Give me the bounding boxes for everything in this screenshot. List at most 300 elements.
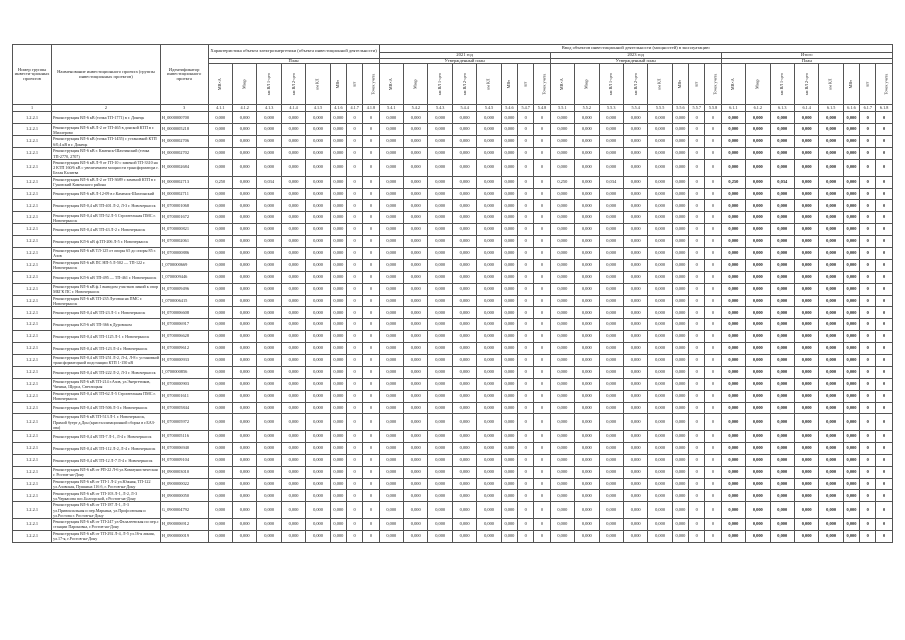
value-cell: 0,000 <box>281 247 305 259</box>
value-cell: 0,000 <box>501 112 517 124</box>
value-cell: 0,000 <box>379 502 403 519</box>
value-cell: 0,000 <box>575 200 599 212</box>
value-cell: 0 <box>347 518 363 530</box>
value-cell: 0,000 <box>477 112 501 124</box>
value-cell: 0,000 <box>281 148 305 160</box>
value-cell: 0,000 <box>257 331 281 343</box>
subheader-total-0 <box>721 64 745 105</box>
value-cell: 0,000 <box>672 478 688 490</box>
value-cell: 0,000 <box>281 454 305 466</box>
project-id: H_0700000821 <box>160 224 208 236</box>
value-cell: 0,000 <box>550 331 574 343</box>
value-cell: 0,000 <box>746 366 770 378</box>
column-number: 5.5.7 <box>689 105 705 112</box>
value-cell: 0,000 <box>232 236 256 248</box>
value-cell: 0,000 <box>428 331 452 343</box>
value-cell: 0,000 <box>746 490 770 502</box>
value-cell: 0,000 <box>404 247 428 259</box>
column-number: 5.5.8 <box>705 105 721 112</box>
value-cell: 0,000 <box>428 431 452 443</box>
project-id: H_0000002706 <box>160 136 208 148</box>
value-cell: 0,000 <box>575 319 599 331</box>
value-cell: 0,000 <box>746 343 770 355</box>
value-cell: 0,000 <box>843 319 859 331</box>
value-cell: 0 <box>518 390 534 402</box>
value-cell: 0,000 <box>843 518 859 530</box>
value-cell: 0,000 <box>575 518 599 530</box>
value-cell: 0,000 <box>428 307 452 319</box>
value-cell: 0 <box>876 224 892 236</box>
value-cell: 0,000 <box>452 136 476 148</box>
value-cell: 0,000 <box>575 307 599 319</box>
value-cell: 0,000 <box>452 331 476 343</box>
value-cell: 0 <box>860 259 876 271</box>
value-cell: 0 <box>689 390 705 402</box>
value-cell: 0,000 <box>550 259 574 271</box>
value-cell: 0,000 <box>330 478 346 490</box>
value-cell: 0,000 <box>330 200 346 212</box>
value-cell: 0,000 <box>428 414 452 431</box>
value-cell: 0,000 <box>794 176 818 188</box>
value-cell: 0,000 <box>599 442 623 454</box>
value-cell: 0,000 <box>306 176 330 188</box>
subheader-y2021-3 <box>452 64 476 105</box>
value-cell: 0,000 <box>404 176 428 188</box>
value-cell: 0,000 <box>550 442 574 454</box>
value-cell: 0,000 <box>428 236 452 248</box>
value-cell: 0,000 <box>721 212 745 224</box>
value-cell: 0 <box>518 136 534 148</box>
value-cell: 0 <box>347 466 363 478</box>
value-cell: 0,000 <box>330 295 346 307</box>
value-cell: 0,000 <box>672 247 688 259</box>
value-cell: 0,000 <box>575 224 599 236</box>
column-number: 6.1.3 <box>770 105 794 112</box>
value-cell: 0,000 <box>746 518 770 530</box>
value-cell: 0 <box>363 414 379 431</box>
project-name: Реконструкция ВЛ-0,4 кВ ТП-506 Л-3 г. Новочеркасск <box>52 402 161 414</box>
value-cell: 0,000 <box>477 478 501 490</box>
value-cell: 0,000 <box>452 431 476 443</box>
value-cell: 0,000 <box>306 319 330 331</box>
value-cell: 0,000 <box>648 319 672 331</box>
value-cell: 0,000 <box>623 442 647 454</box>
value-cell: 0 <box>860 247 876 259</box>
value-cell: 0,000 <box>404 307 428 319</box>
value-cell: 0,000 <box>281 307 305 319</box>
row-number: 1.2.2.1 <box>13 402 52 414</box>
project-name: Реконструкция ВЛ-0,4 кВ ТП-7 Л-1, Л-4 г. Новочеркасск <box>52 431 161 443</box>
value-cell: 0 <box>705 331 721 343</box>
value-cell: 0,000 <box>575 414 599 431</box>
value-cell: 0 <box>689 136 705 148</box>
project-name: Реконструкция КЛ-6 кВ ТП-495 — ТП-461 г. Новочеркасск <box>52 271 161 283</box>
value-cell: 0,000 <box>257 530 281 542</box>
value-cell: 0,000 <box>452 466 476 478</box>
value-cell: 0,000 <box>672 414 688 431</box>
value-cell: 0,000 <box>232 402 256 414</box>
value-cell: 0,000 <box>746 160 770 177</box>
table-row <box>13 502 893 519</box>
value-cell: 0,000 <box>746 200 770 212</box>
value-cell: 0,000 <box>232 518 256 530</box>
value-cell: 0,000 <box>648 490 672 502</box>
total-header: Итого <box>721 52 892 58</box>
value-cell: 0 <box>689 478 705 490</box>
value-cell: 0,000 <box>599 366 623 378</box>
value-cell: 0,000 <box>672 124 688 136</box>
value-cell: 0 <box>705 259 721 271</box>
value-cell: 0,000 <box>770 518 794 530</box>
value-cell: 0,000 <box>404 124 428 136</box>
value-cell: 0,000 <box>794 259 818 271</box>
value-cell: 0,000 <box>746 414 770 431</box>
subheader-y2023-2 <box>599 64 623 105</box>
value-cell: 0,000 <box>794 124 818 136</box>
value-cell: 0,000 <box>452 124 476 136</box>
value-cell: 0 <box>363 188 379 200</box>
value-cell: 0 <box>689 414 705 431</box>
value-cell: 0,000 <box>843 160 859 177</box>
value-cell: 0,000 <box>648 148 672 160</box>
value-cell: 0,000 <box>550 502 574 519</box>
value-cell: 0,000 <box>452 490 476 502</box>
value-cell: 0,000 <box>232 502 256 519</box>
table-row <box>13 478 893 490</box>
value-cell: 0 <box>876 307 892 319</box>
value-cell: 0 <box>876 160 892 177</box>
subheader-label: Мвар <box>241 79 247 90</box>
value-cell: 0,000 <box>721 366 745 378</box>
subheader-y2023-0 <box>550 64 574 105</box>
value-cell: 0,000 <box>770 212 794 224</box>
value-cell: 0,000 <box>208 343 232 355</box>
value-cell: 0,000 <box>428 402 452 414</box>
value-cell: 0,000 <box>257 518 281 530</box>
subheader-label: км ВЛ 1-цеп <box>608 73 614 96</box>
value-cell: 0,000 <box>428 454 452 466</box>
subheader-y2023-5 <box>672 64 688 105</box>
value-cell: 0,000 <box>599 331 623 343</box>
value-cell: 0 <box>876 200 892 212</box>
row-number: 1.2.2.1 <box>13 160 52 177</box>
value-cell: 0 <box>689 148 705 160</box>
value-cell: 0,000 <box>746 112 770 124</box>
project-name: Реконструкция ВЛ-0,4 кВ ТП-23 Л-1 г. Новочеркасск <box>52 307 161 319</box>
value-cell: 0 <box>347 354 363 366</box>
value-cell: 0,000 <box>232 160 256 177</box>
row-number: 1.2.2.1 <box>13 502 52 519</box>
value-cell: 0,000 <box>428 466 452 478</box>
value-cell: 0,000 <box>623 454 647 466</box>
table-row <box>13 390 893 402</box>
value-cell: 0,000 <box>575 259 599 271</box>
value-cell: 0,000 <box>257 402 281 414</box>
value-cell: 0,000 <box>281 354 305 366</box>
value-cell: 0 <box>689 331 705 343</box>
value-cell: 0 <box>363 236 379 248</box>
value-cell: 0 <box>705 442 721 454</box>
value-cell: 0,000 <box>501 176 517 188</box>
value-cell: 0 <box>689 343 705 355</box>
value-cell: 0 <box>876 136 892 148</box>
value-cell: 0,000 <box>770 188 794 200</box>
value-cell: 0,000 <box>843 466 859 478</box>
value-cell: 0,000 <box>623 160 647 177</box>
value-cell: 0 <box>347 112 363 124</box>
value-cell: 0,000 <box>648 343 672 355</box>
value-cell: 0 <box>363 212 379 224</box>
value-cell: 0,000 <box>770 431 794 443</box>
value-cell: 0,000 <box>281 366 305 378</box>
value-cell: 0 <box>860 343 876 355</box>
value-cell: 0,000 <box>452 366 476 378</box>
value-cell: 0 <box>534 378 550 390</box>
value-cell: 0,000 <box>843 331 859 343</box>
value-cell: 0,000 <box>770 148 794 160</box>
value-cell: 0,000 <box>794 402 818 414</box>
value-cell: 0 <box>860 414 876 431</box>
value-cell: 0,000 <box>599 354 623 366</box>
value-cell: 0,000 <box>404 366 428 378</box>
value-cell: 0,000 <box>550 319 574 331</box>
value-cell: 0,000 <box>232 366 256 378</box>
value-cell: 0,000 <box>770 354 794 366</box>
value-cell: 0,000 <box>379 224 403 236</box>
value-cell: 0 <box>534 466 550 478</box>
value-cell: 0,000 <box>819 442 843 454</box>
value-cell: 0,000 <box>648 378 672 390</box>
value-cell: 0,000 <box>794 518 818 530</box>
value-cell: 0,000 <box>330 124 346 136</box>
value-cell: 0,000 <box>428 176 452 188</box>
value-cell: 0,000 <box>257 236 281 248</box>
value-cell: 0,000 <box>330 247 346 259</box>
row-number: 1.2.2.1 <box>13 283 52 295</box>
value-cell: 0,000 <box>306 124 330 136</box>
value-cell: 0,000 <box>794 307 818 319</box>
value-cell: 0 <box>534 295 550 307</box>
value-cell: 0,000 <box>404 354 428 366</box>
value-cell: 0,000 <box>550 112 574 124</box>
value-cell: 0,000 <box>379 283 403 295</box>
value-cell: 0,000 <box>379 354 403 366</box>
row-number: 1.2.2.1 <box>13 148 52 160</box>
value-cell: 0,000 <box>746 530 770 542</box>
value-cell: 0,000 <box>477 518 501 530</box>
value-cell: 0 <box>860 530 876 542</box>
value-cell: 0 <box>518 283 534 295</box>
value-cell: 0,000 <box>575 331 599 343</box>
value-cell: 0,000 <box>379 442 403 454</box>
value-cell: 0 <box>518 148 534 160</box>
value-cell: 0,000 <box>599 502 623 519</box>
value-cell: 0,000 <box>379 331 403 343</box>
value-cell: 0,000 <box>819 502 843 519</box>
value-cell: 0,000 <box>501 343 517 355</box>
value-cell: 0,000 <box>721 530 745 542</box>
value-cell: 0,000 <box>648 366 672 378</box>
value-cell: 0,000 <box>379 402 403 414</box>
column-number: 4.1.2 <box>232 105 256 112</box>
value-cell: 0 <box>363 200 379 212</box>
project-id: H_0700009496 <box>160 283 208 295</box>
value-cell: 0,000 <box>746 176 770 188</box>
value-cell: 0 <box>347 478 363 490</box>
value-cell: 0,000 <box>306 442 330 454</box>
value-cell: 0,000 <box>257 454 281 466</box>
project-id: H_0700006628 <box>160 331 208 343</box>
value-cell: 0,000 <box>672 259 688 271</box>
value-cell: 0,000 <box>550 530 574 542</box>
value-cell: 0,000 <box>501 136 517 148</box>
value-cell: 0 <box>347 236 363 248</box>
row-number: 1.2.2.1 <box>13 331 52 343</box>
value-cell: 0,000 <box>281 319 305 331</box>
value-cell: 0 <box>518 259 534 271</box>
value-cell: 0 <box>705 378 721 390</box>
value-cell: 0,000 <box>794 530 818 542</box>
project-id: H_0000002713 <box>160 176 208 188</box>
value-cell: 0 <box>689 454 705 466</box>
value-cell: 0 <box>689 160 705 177</box>
subheader-label: км ВЛ 2-цеп <box>803 73 809 96</box>
project-name: Реконструкция КЛ-6 кВ ф.ТП-206 Л-5 г. Новочеркасск <box>52 236 161 248</box>
subheader-label: км КЛ <box>827 78 833 90</box>
value-cell: 0,000 <box>379 307 403 319</box>
value-cell: 0 <box>347 188 363 200</box>
value-cell: 0,000 <box>379 148 403 160</box>
value-cell: 0,000 <box>746 271 770 283</box>
value-cell: 0 <box>705 124 721 136</box>
value-cell: 0 <box>347 454 363 466</box>
value-cell: 0,000 <box>379 295 403 307</box>
value-cell: 0,000 <box>208 518 232 530</box>
value-cell: 0,000 <box>746 354 770 366</box>
value-cell: 0,000 <box>257 271 281 283</box>
value-cell: 0,000 <box>379 136 403 148</box>
value-cell: 0,000 <box>428 295 452 307</box>
project-name: Реконструкция ВЛ-6 кВ ф.1 выводом участков линий к опор МБГК ПС г. Новочеркасск <box>52 283 161 295</box>
value-cell: 0 <box>876 414 892 431</box>
value-cell: 0,000 <box>575 283 599 295</box>
value-cell: 0 <box>347 530 363 542</box>
value-cell: 0,000 <box>794 224 818 236</box>
value-cell: 0,000 <box>819 259 843 271</box>
project-name: Реконструкция ВЛ-6 кВ ПС НП-5 Л-502 — ТП-122 г. Новочеркасск <box>52 259 161 271</box>
value-cell: 0,000 <box>452 402 476 414</box>
value-cell: 0,000 <box>306 390 330 402</box>
value-cell: 0,000 <box>623 490 647 502</box>
value-cell: 0,000 <box>379 366 403 378</box>
value-cell: 0 <box>363 530 379 542</box>
value-cell: 0,000 <box>477 466 501 478</box>
value-cell: 0,000 <box>232 331 256 343</box>
value-cell: 0 <box>705 402 721 414</box>
value-cell: 0,000 <box>746 331 770 343</box>
value-cell: 0,000 <box>404 259 428 271</box>
value-cell: 0 <box>876 176 892 188</box>
value-cell: 0 <box>363 136 379 148</box>
value-cell: 0,000 <box>672 354 688 366</box>
value-cell: 0,000 <box>257 148 281 160</box>
value-cell: 0,000 <box>257 390 281 402</box>
subheader-label: Точек учета <box>712 73 718 95</box>
value-cell: 0,000 <box>550 188 574 200</box>
value-cell: 0,000 <box>452 188 476 200</box>
value-cell: 0,000 <box>721 478 745 490</box>
value-cell: 0 <box>860 502 876 519</box>
value-cell: 0,000 <box>477 530 501 542</box>
value-cell: 0,000 <box>623 378 647 390</box>
value-cell: 0,000 <box>379 160 403 177</box>
value-cell: 0,000 <box>257 124 281 136</box>
value-cell: 0,000 <box>623 402 647 414</box>
value-cell: 0,000 <box>501 378 517 390</box>
project-id: G_0900004792 <box>160 502 208 519</box>
value-cell: 0,000 <box>575 390 599 402</box>
value-cell: 0,000 <box>281 431 305 443</box>
value-cell: 0,000 <box>477 307 501 319</box>
table-row <box>13 366 893 378</box>
value-cell: 0,000 <box>819 490 843 502</box>
value-cell: 0,000 <box>721 200 745 212</box>
value-cell: 0,000 <box>428 112 452 124</box>
value-cell: 0,000 <box>404 454 428 466</box>
value-cell: 0,000 <box>746 283 770 295</box>
value-cell: 0,000 <box>819 390 843 402</box>
value-cell: 0,000 <box>330 188 346 200</box>
value-cell: 0,000 <box>428 160 452 177</box>
value-cell: 0 <box>518 530 534 542</box>
value-cell: 0 <box>860 402 876 414</box>
project-id: H_0700001672 <box>160 212 208 224</box>
value-cell: 0,000 <box>843 343 859 355</box>
value-cell: 0 <box>534 283 550 295</box>
value-cell: 0,000 <box>623 466 647 478</box>
value-cell: 0,000 <box>819 343 843 355</box>
value-cell: 0 <box>860 160 876 177</box>
value-cell: 0,000 <box>428 518 452 530</box>
value-cell: 0,000 <box>257 307 281 319</box>
value-cell: 0,000 <box>575 366 599 378</box>
project-name: Реконструкция ВЛ-6 кВ от РП-22 Л-6 ул.Коммунистическая г. Ростов-на-Дону <box>52 466 161 478</box>
value-cell: 0,000 <box>770 442 794 454</box>
column-number: 5.5.4 <box>623 105 647 112</box>
value-cell: 0,000 <box>477 331 501 343</box>
value-cell: 0,000 <box>306 343 330 355</box>
value-cell: 0,000 <box>721 343 745 355</box>
value-cell: 0,000 <box>794 390 818 402</box>
value-cell: 0,000 <box>232 224 256 236</box>
project-name: Реконструкция КЛ-6 кВ ТП-366 в Дуровском <box>52 319 161 331</box>
subheader-char-1 <box>232 64 256 105</box>
value-cell: 0,000 <box>452 354 476 366</box>
value-cell: 0,000 <box>501 466 517 478</box>
value-cell: 0,000 <box>379 124 403 136</box>
value-cell: 0 <box>876 518 892 530</box>
value-cell: 0,000 <box>843 259 859 271</box>
value-cell: 0 <box>518 247 534 259</box>
value-cell: 0 <box>705 414 721 431</box>
value-cell: 0,000 <box>330 176 346 188</box>
value-cell: 0,000 <box>672 343 688 355</box>
value-cell: 0,000 <box>428 136 452 148</box>
column-number: 6.1.2 <box>746 105 770 112</box>
value-cell: 0,000 <box>843 530 859 542</box>
value-cell: 0 <box>705 148 721 160</box>
value-cell: 0,000 <box>452 518 476 530</box>
